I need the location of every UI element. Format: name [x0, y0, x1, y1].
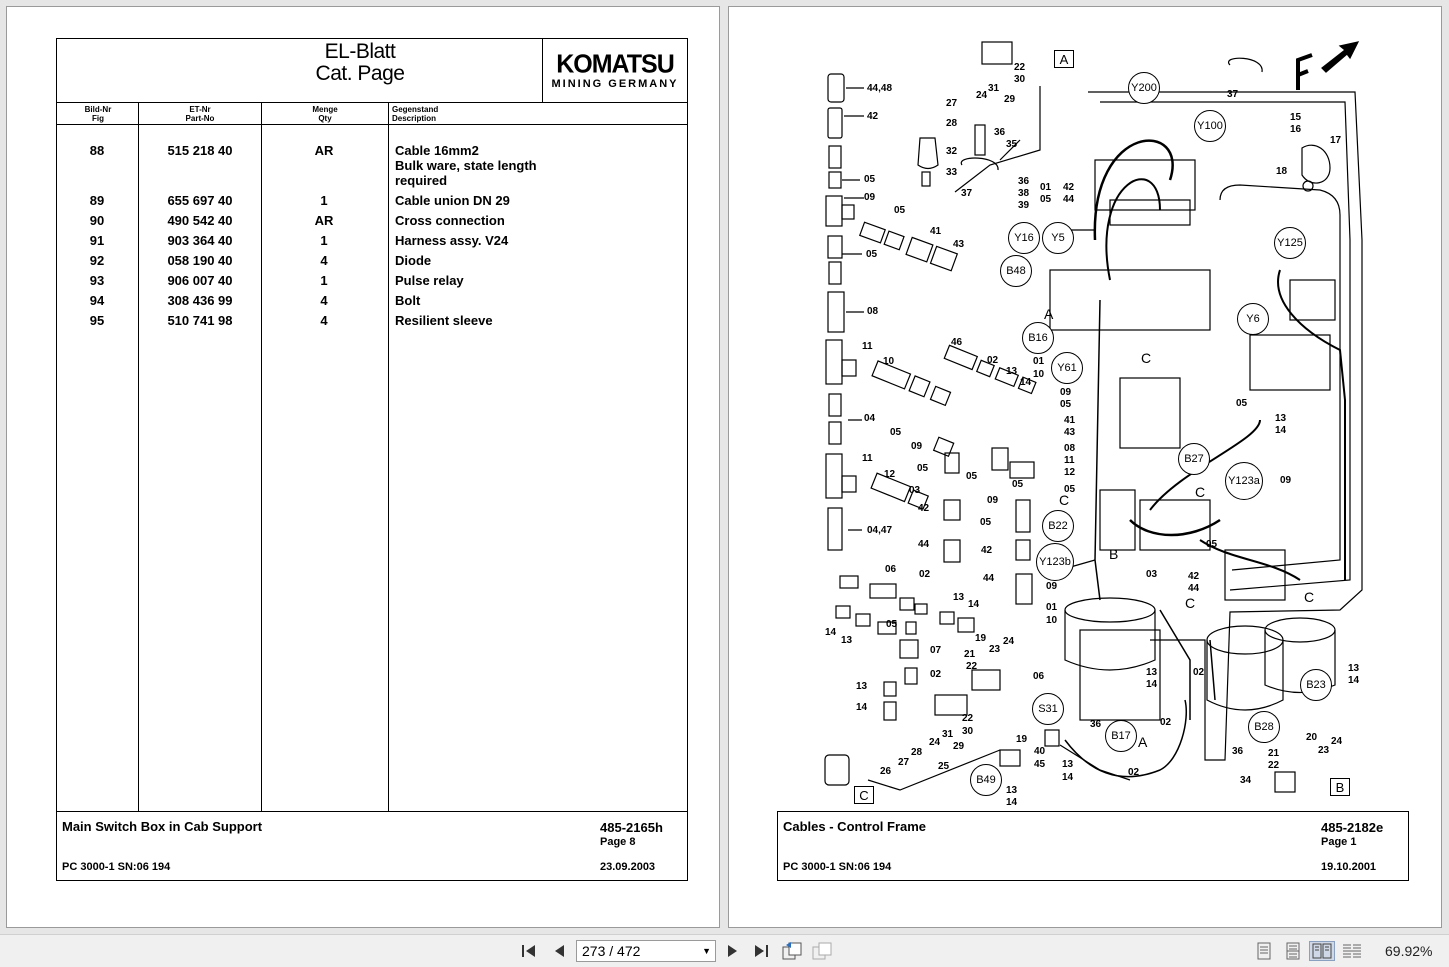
callout: 24 — [976, 90, 988, 101]
row-fig: 92 — [89, 253, 105, 268]
callout: 31 — [988, 83, 1000, 94]
row-qty: AR — [314, 213, 334, 228]
callout: 09 — [987, 495, 999, 506]
callout: 38 — [1018, 188, 1030, 199]
callout: 44 — [918, 539, 930, 550]
callout: 13 — [856, 681, 868, 692]
callout: 14 — [1275, 425, 1287, 436]
callout: 22 — [1268, 760, 1280, 771]
callout: 12 — [884, 469, 896, 480]
row-part: 490 542 40 — [167, 213, 233, 228]
callout: 10 — [1046, 615, 1058, 626]
callout: 09 — [1060, 387, 1072, 398]
callout: 08 — [1064, 443, 1076, 454]
view-marker-b: B — [1330, 778, 1350, 796]
logo-subtitle: MINING GERMANY — [551, 78, 679, 90]
callout: 13 — [1062, 759, 1074, 770]
callout: 44 — [983, 573, 995, 584]
callout: 42 — [867, 111, 879, 122]
callout: 24 — [1331, 736, 1343, 747]
row-desc: Resilient sleeve — [395, 313, 493, 328]
callout: 17 — [1330, 135, 1342, 146]
component-y125: Y125 — [1274, 227, 1306, 259]
row-desc: Bolt — [395, 293, 421, 308]
section-letter-b: B — [1109, 546, 1119, 562]
callout: 32 — [946, 146, 958, 157]
callout: 20 — [1306, 732, 1318, 743]
component-b23: B23 — [1300, 669, 1332, 701]
callout: 06 — [1033, 671, 1045, 682]
callout: 44 — [1188, 583, 1200, 594]
callout: 05 — [1206, 539, 1218, 550]
chevron-down-icon: ▼ — [702, 946, 711, 956]
callout: 05 — [886, 619, 898, 630]
component-y123a: Y123a — [1225, 462, 1263, 500]
callout: 14 — [1006, 797, 1018, 808]
col-desc-header: Gegenstand Description — [392, 105, 439, 123]
section-letter-c: C — [1185, 595, 1196, 611]
callout: 13 — [1006, 785, 1018, 796]
two-page-view-button[interactable] — [1309, 941, 1335, 961]
callout: 39 — [1018, 200, 1030, 211]
section-letter-c: C — [1141, 350, 1152, 366]
callout: 26 — [880, 766, 892, 777]
callout: 01 — [1040, 182, 1052, 193]
component-y16: Y16 — [1008, 222, 1040, 254]
callout: 30 — [1014, 74, 1026, 85]
callout: 11 — [862, 453, 873, 464]
prev-page-icon — [552, 943, 566, 959]
row-desc: Cross connection — [395, 213, 505, 228]
component-s31: S31 — [1032, 693, 1064, 725]
two-page-continuous-button[interactable] — [1340, 941, 1364, 961]
component-y5: Y5 — [1042, 222, 1074, 254]
row-part: 903 364 40 — [167, 233, 233, 248]
callout: 28 — [946, 118, 958, 129]
view-marker-c: C — [854, 786, 874, 804]
callout: 33 — [946, 167, 958, 178]
section-letter-c: C — [1304, 589, 1315, 605]
col-qty-header: Menge Qty — [312, 105, 338, 123]
komatsu-logo: KOMATSU — [556, 49, 674, 79]
callout: 42 — [1063, 182, 1075, 193]
section-letter-c: C — [1059, 492, 1070, 508]
total-pages: 472 — [617, 943, 641, 959]
callout: 29 — [953, 741, 965, 752]
single-page-icon — [1256, 942, 1272, 960]
next-page-icon — [726, 943, 740, 959]
callout: 42 — [918, 503, 930, 514]
right-footer-title: Cables - Control Frame — [783, 819, 927, 834]
callout: 22 — [1014, 62, 1026, 73]
row-fig: 91 — [89, 233, 105, 248]
callout: 13 — [841, 635, 853, 646]
row-desc: Pulse relay — [395, 273, 464, 288]
callout: 09 — [1280, 475, 1292, 486]
row-part: 058 190 40 — [167, 253, 233, 268]
row-fig: 93 — [89, 273, 105, 288]
callout: 43 — [1064, 427, 1076, 438]
callout: 10 — [1033, 369, 1045, 380]
component-b48: B48 — [1000, 255, 1032, 287]
callout: 21 — [1268, 748, 1280, 759]
callout: 13 — [1146, 667, 1158, 678]
callout: 05 — [894, 205, 906, 216]
callout: 02 — [987, 355, 999, 366]
callout: 41 — [1064, 415, 1076, 426]
row-part: 515 218 40 — [167, 143, 233, 158]
callout: 13 — [1348, 663, 1360, 674]
callout: 09 — [864, 192, 876, 203]
page-separator: / — [609, 943, 614, 959]
callout: 34 — [1240, 775, 1252, 786]
forward-view-icon — [811, 941, 833, 961]
component-b28: B28 — [1248, 711, 1280, 743]
callout: 28 — [911, 747, 923, 758]
continuous-view-button[interactable] — [1282, 941, 1304, 961]
callout: 11 — [1064, 455, 1075, 466]
row-fig: 95 — [89, 313, 105, 328]
callout: 44 — [1063, 194, 1075, 205]
callout: 23 — [1318, 745, 1330, 756]
callout: 11 — [862, 341, 873, 352]
section-letter-c: C — [1195, 484, 1206, 500]
page-number-input[interactable] — [576, 940, 716, 962]
callout: 05 — [1040, 194, 1052, 205]
callout: 02 — [1193, 667, 1205, 678]
go-forward-view-button[interactable] — [810, 941, 834, 961]
left-footer-page: Page 8 — [600, 836, 636, 848]
first-page-button[interactable] — [518, 941, 540, 961]
callout: 41 — [930, 226, 942, 237]
callout: 29 — [1004, 94, 1016, 105]
callout: 04 — [864, 413, 876, 424]
callout: 27 — [946, 98, 958, 109]
row-qty: 4 — [320, 293, 328, 308]
callout: 03 — [1146, 569, 1158, 580]
right-footer-date: 19.10.2001 — [1321, 861, 1377, 873]
callout: 24 — [1003, 636, 1015, 647]
left-footer-code: 485-2165h — [600, 820, 663, 835]
single-page-view-button[interactable] — [1253, 941, 1275, 961]
callout: 14 — [1348, 675, 1360, 686]
row-qty: 4 — [320, 313, 328, 328]
col-fig-header: Bild-Nr Fig — [84, 105, 112, 123]
callout: 13 — [1006, 366, 1018, 377]
callout: 01 — [1046, 602, 1058, 613]
row-fig: 90 — [89, 213, 105, 228]
callout: 12 — [1064, 467, 1076, 478]
callout: 07 — [930, 645, 942, 656]
row-part: 510 741 98 — [167, 313, 233, 328]
left-footer-title: Main Switch Box in Cab Support — [62, 819, 263, 834]
callout: 36 — [1232, 746, 1244, 757]
callout: 14 — [856, 702, 868, 713]
section-letter-a: A — [1138, 734, 1148, 750]
callout: 03 — [909, 485, 921, 496]
callout: 37 — [1227, 89, 1239, 100]
viewer-toolbar — [0, 934, 1449, 967]
callout: 22 — [962, 713, 974, 724]
row-fig: 94 — [89, 293, 105, 308]
row-qty: 1 — [320, 233, 328, 248]
component-y123b: Y123b — [1036, 543, 1074, 581]
callout: 15 — [1290, 112, 1302, 123]
callout: 46 — [951, 337, 963, 348]
zoom-level[interactable]: 69.92% — [1385, 943, 1433, 959]
callout: 05 — [1236, 398, 1248, 409]
row-part: 906 007 40 — [167, 273, 233, 288]
callout: 30 — [962, 726, 974, 737]
component-b22: B22 — [1042, 510, 1074, 542]
component-b49: B49 — [970, 764, 1002, 796]
callout: 27 — [898, 757, 910, 768]
back-view-icon — [781, 941, 803, 961]
callout: 05 — [864, 174, 876, 185]
section-letter-a: A — [1044, 306, 1054, 322]
callout: 01 — [1033, 356, 1045, 367]
callout: 13 — [953, 592, 965, 603]
callout: 09 — [911, 441, 923, 452]
callout: 06 — [885, 564, 897, 575]
row-qty: 4 — [320, 253, 328, 268]
left-footer-date: 23.09.2003 — [600, 861, 656, 873]
row-qty: 1 — [320, 273, 328, 288]
callout: 14 — [1146, 679, 1158, 690]
callout: 22 — [966, 661, 978, 672]
row-fig: 89 — [89, 193, 105, 208]
callout: 45 — [1034, 759, 1046, 770]
callout: 40 — [1034, 746, 1046, 757]
component-b17: B17 — [1105, 720, 1137, 752]
two-page-icon — [1312, 943, 1332, 959]
col-part-header: ET-Nr Part-No — [185, 105, 215, 123]
component-y61: Y61 — [1051, 352, 1083, 384]
next-page-button[interactable] — [722, 941, 744, 961]
row-desc: Harness assy. V24 — [395, 233, 509, 248]
prev-page-button[interactable] — [548, 941, 570, 961]
callout: 04,47 — [867, 525, 893, 536]
callout: 05 — [917, 463, 929, 474]
callout: 14 — [1062, 772, 1074, 783]
callout: 10 — [883, 356, 895, 367]
callout: 08 — [867, 306, 879, 317]
callout: 05 — [1012, 479, 1024, 490]
callout: 05 — [1060, 399, 1072, 410]
callout: 05 — [890, 427, 902, 438]
callout: 31 — [942, 729, 954, 740]
callout: 09 — [1046, 581, 1058, 592]
callout: 23 — [989, 644, 1001, 655]
view-marker-a: A — [1054, 50, 1074, 68]
row-desc: Cable union DN 29 — [395, 193, 510, 208]
right-footer-page: Page 1 — [1321, 836, 1357, 848]
row-part: 655 697 40 — [167, 193, 233, 208]
page-title: EL-Blatt Cat. Page — [315, 40, 405, 85]
right-footer-code: 485-2182e — [1321, 820, 1384, 835]
direction-marker-f — [1298, 60, 1299, 70]
callout: 05 — [866, 249, 878, 260]
callout: 05 — [980, 517, 992, 528]
callout: 02 — [919, 569, 931, 580]
callout: 21 — [964, 649, 976, 660]
callout: 16 — [1290, 124, 1302, 135]
callout: 36 — [1090, 719, 1102, 730]
callout: 18 — [1276, 166, 1288, 177]
last-page-button[interactable] — [750, 941, 772, 961]
current-page: 273 — [582, 943, 606, 959]
first-page-icon — [520, 943, 538, 959]
left-footer-machine: PC 3000-1 SN:06 194 — [62, 861, 171, 873]
callout: 36 — [1018, 176, 1030, 187]
row-part: 308 436 99 — [167, 293, 233, 308]
go-back-view-button[interactable] — [780, 941, 804, 961]
component-y100: Y100 — [1194, 110, 1226, 142]
callout: 19 — [975, 633, 987, 644]
callout: 14 — [968, 599, 980, 610]
callout: 44,48 — [867, 83, 893, 94]
callout: 19 — [1016, 734, 1028, 745]
row-qty: 1 — [320, 193, 328, 208]
callout: 02 — [1160, 717, 1172, 728]
component-y6: Y6 — [1237, 303, 1269, 335]
component-b27: B27 — [1178, 443, 1210, 475]
callout: 37 — [961, 188, 973, 199]
callout: 24 — [929, 737, 941, 748]
callout: 42 — [1188, 571, 1200, 582]
callout: 36 — [994, 127, 1006, 138]
callout: 02 — [930, 669, 942, 680]
callout: 02 — [1128, 767, 1140, 778]
callout: 35 — [1006, 139, 1018, 150]
row-fig: 88 — [89, 143, 105, 158]
component-y200: Y200 — [1128, 72, 1160, 104]
right-footer-machine: PC 3000-1 SN:06 194 — [783, 861, 892, 873]
last-page-icon — [752, 943, 770, 959]
two-page-continuous-icon — [1342, 942, 1362, 960]
callout: 05 — [1064, 484, 1076, 495]
callout: 43 — [953, 239, 965, 250]
callout: 42 — [981, 545, 993, 556]
row-qty: AR — [314, 143, 334, 158]
callout: 14 — [1020, 377, 1032, 388]
callout: 05 — [966, 471, 978, 482]
row-desc: Diode — [395, 253, 432, 268]
callout: 14 — [825, 627, 837, 638]
callout: 25 — [938, 761, 950, 772]
callout: 13 — [1275, 413, 1287, 424]
continuous-icon — [1285, 942, 1301, 960]
component-b16: B16 — [1022, 322, 1054, 354]
row-desc: Cable 16mm2 Bulk ware, state length required — [395, 143, 537, 188]
